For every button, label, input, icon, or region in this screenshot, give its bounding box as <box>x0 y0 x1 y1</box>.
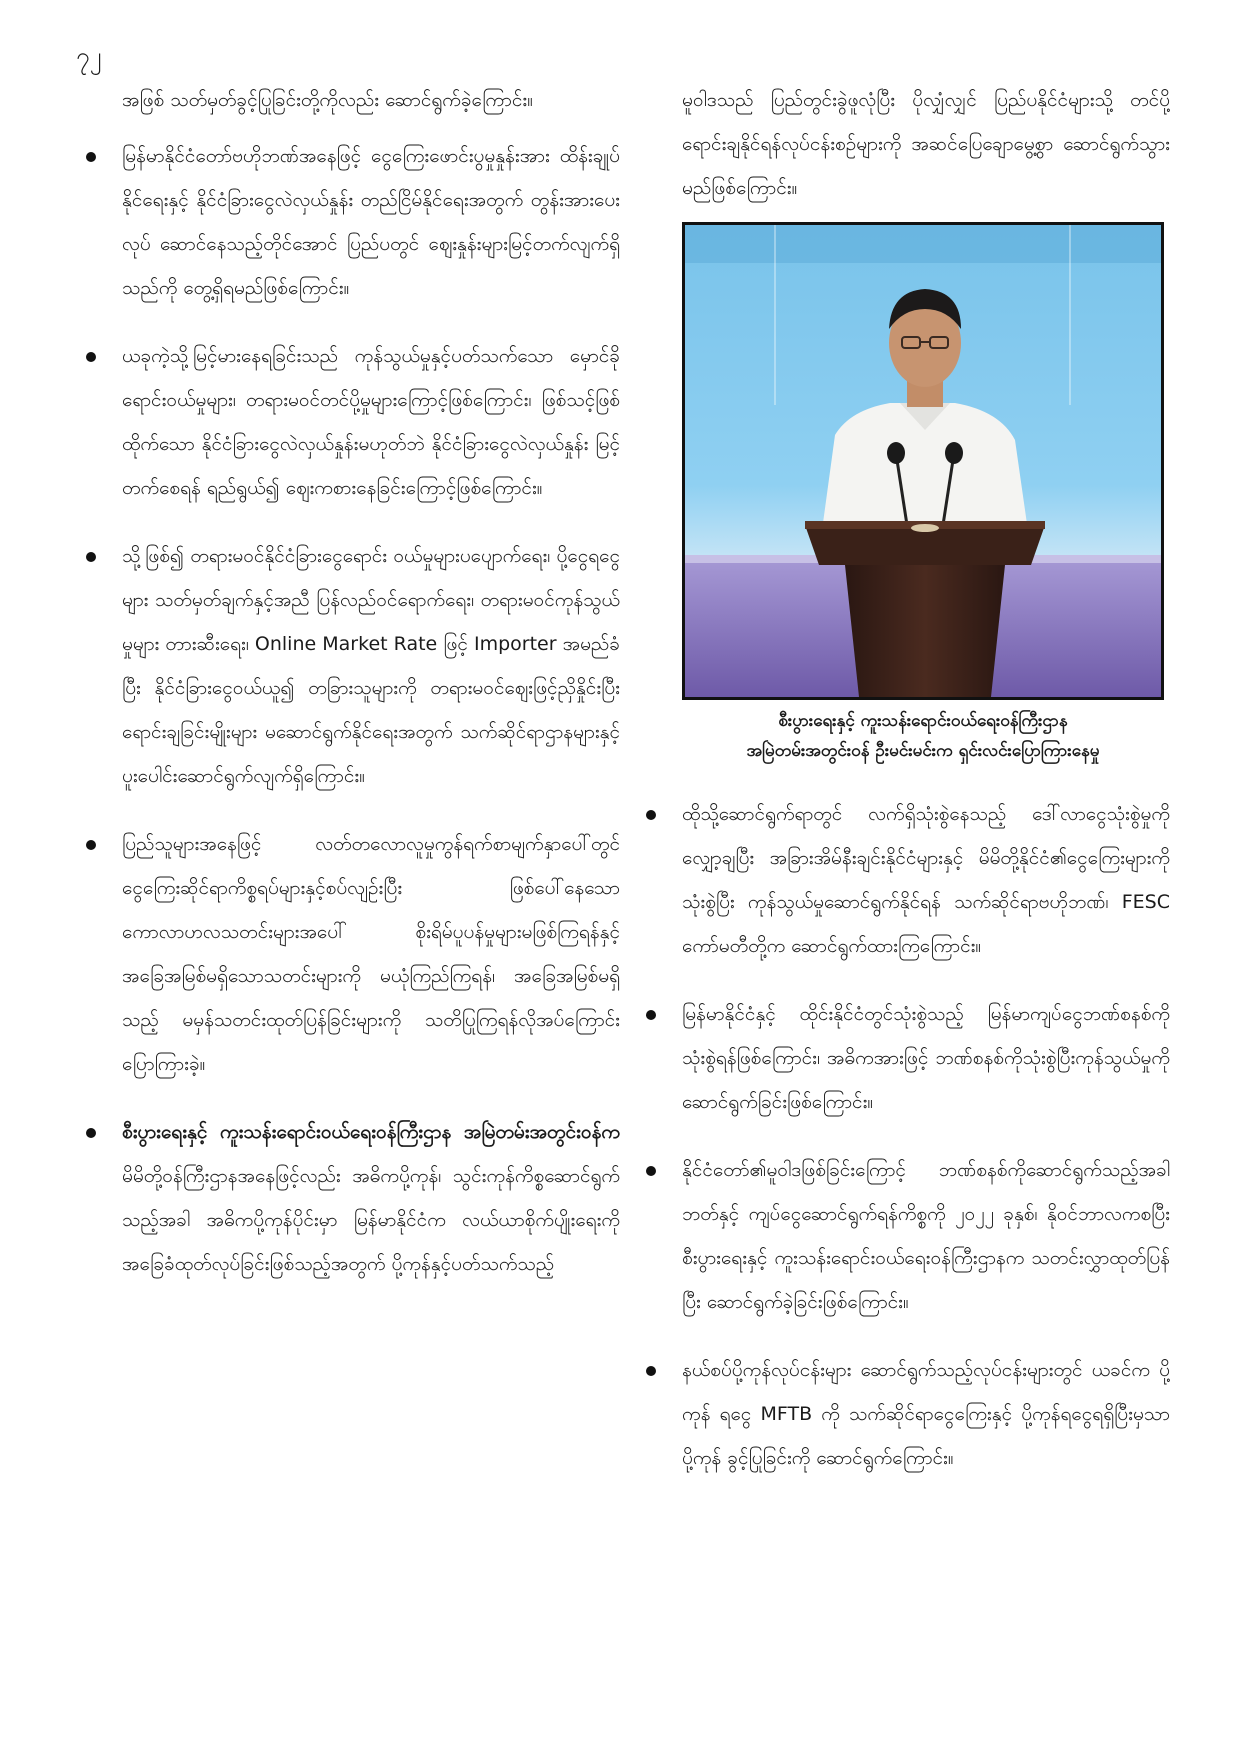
left-bullet-5-bold-lead: စီးပွားရေးနှင့် ကူးသန်းရောင်းဝယ်ရေးဝန်ကြီးဌာန အမြဲတမ်းအတွင်းဝန်က <box>122 1121 620 1143</box>
right-bullet-4: နယ်စပ်ပို့ကုန်လုပ်ငန်းများ ဆောင်ရွက်သည့်လုပ်ငန်းများတွင် ယခင်က ပို့ကုန် ရငွေ MFTB ကို သက်ဆိုင်ရာငွေကြေးနှင့် ပို့ကုန်ရငွေရရှိပြီးမှသာ ပို့ကုန် ခွင့်ပြုခြင်းကို ဆောင်ရွက်ကြောင်း။ <box>640 1348 1170 1480</box>
right-intro-paragraph: မူဝါဒသည် ပြည်တွင်းခွဲဖူလုံပြီး ပိုလျှံလျှင် ပြည်ပနိုင်ငံများသို့ တင်ပို့ရောင်းချနိုင်ရန်လုပ်ငန်းစဉ်များကို အဆင်ပြေချောမွေ့စွာ ဆောင်ရွက်သွားမည်ဖြစ်ကြောင်း။ <box>682 89 1170 199</box>
right-column <box>640 78 1170 1504</box>
left-bullet-1: မြန်မာနိုင်ငံတော်ဗဟိုဘဏ်အနေဖြင့် ငွေကြေးဖောင်းပွမှုနှုန်းအား ထိန်းချုပ်နိုင်ရေးနှင့် နိုင်ငံခြားငွေလဲလှယ်နှုန်း တည်ငြိမ်နိုင်ရေးအတွက် တွန်းအားပေးလုပ် ဆောင်နေသည့်တိုင်အောင် ပြည်ပတွင် ဈေးနှုန်းများမြင့်တက်လျက်ရှိသည်ကို တွေ့ရှိရမည်ဖြစ်ကြောင်း။ <box>80 134 620 310</box>
left-bullet-3: သို့ဖြစ်၍ တရားမဝင်နိုင်ငံခြားငွေရောင်း ဝယ်မှုများပပျောက်ရေး၊ ပို့ငွေရငွေများ သတ်မှတ်ချက်နှင့်အညီ ပြန်လည်ဝင်ရောက်ရေး၊ တရားမဝင်ကုန်သွယ်မှုများ တားဆီးရေး၊ Online Market Rate ဖြင့် Importer အမည်ခံပြီး နိုင်ငံခြားငွေဝယ်ယူ၍ တခြားသူများကို တရားမဝင်ဈေးဖြင့်ညှိနှိုင်းပြီး ရောင်းချခြင်းမျိုးများ မဆောင်ရွက်နိုင်ရေးအတွက် သက်ဆိုင်ရာဌာနများနှင့် ပူးပေါင်းဆောင်ရွက်လျက်ရှိကြောင်း။ <box>80 534 620 798</box>
news-photo <box>682 222 1164 700</box>
left-bullet-2: ယခုကဲ့သို့မြင့်မားနေရခြင်းသည် ကုန်သွယ်မှုနှင့်ပတ်သက်သော မှောင်ခိုရောင်းဝယ်မှုများ၊ တရားမဝင်တင်ပို့မှုများကြောင့်ဖြစ်ကြောင်း၊ ဖြစ်သင့်ဖြစ်ထိုက်သော နိုင်ငံခြားငွေလဲလှယ်နှုန်းမဟုတ်ဘဲ နိုင်ငံခြားငွေလဲလှယ်နှုန်း မြင့်တက်စေရန် ရည်ရွယ်၍ ဈေးကစားနေခြင်းကြောင့်ဖြစ်ကြောင်း။ <box>80 334 620 510</box>
left-bullet-5 <box>80 1110 620 1286</box>
photo-caption <box>682 706 1164 766</box>
left-bullet-5-text: မိမိတို့ဝန်ကြီးဌာနအနေဖြင့်လည်း အဓိကပို့ကုန်၊ သွင်းကုန်ကိစ္စဆောင်ရွက်သည့်အခါ အဓိကပို့ကုန်ပိုင်းမှာ မြန်မာနိုင်ငံက လယ်ယာစိုက်ပျိုးရေးကို အခြေခံထုတ်လုပ်ခြင်းဖြစ်သည့်အတွက် ပို့ကုန်နှင့်ပတ်သက်သည့် <box>122 1165 620 1275</box>
right-bullet-1: ထိုသို့ဆောင်ရွက်ရာတွင် လက်ရှိသုံးစွဲနေသည့် ဒေါ်လာငွေသုံးစွဲမှုကို လျှော့ချပြီး အခြားအိမ်နီးချင်းနိုင်ငံများနှင့် မိမိတို့နိုင်ငံ၏ငွေကြေးများကိုသုံးစွဲပြီး ကုန်သွယ်မှုဆောင်ရွက်နိုင်ရန် သက်ဆိုင်ရာဗဟိုဘဏ်၊ FESC ကော်မတီတို့က ဆောင်ရွက်ထားကြကြောင်း။ <box>640 792 1170 968</box>
left-intro-paragraph: အဖြစ် သတ်မှတ်ခွင့်ပြုခြင်းတို့ကိုလည်း ဆောင်ရွက်ခဲ့ကြောင်း။ <box>122 89 533 111</box>
page-number: ၇၂ <box>76 42 102 70</box>
left-bullet-4: ပြည်သူများအနေဖြင့် လတ်တလောလူမှုကွန်ရက်စာမျက်နှာပေါ်တွင် ငွေကြေးဆိုင်ရာကိစ္စရပ်များနှင့်စပ်လျဉ်းပြီး ဖြစ်ပေါ်နေသော ကောလာဟလသတင်းများအပေါ် စိုးရိမ်ပူပန်မှုများမဖြစ်ကြရန်နှင့် အခြေအမြစ်မရှိသောသတင်းများကို မယုံကြည်ကြရန်၊ အခြေအမြစ်မရှိသည့် မမှန်သတင်းထုတ်ပြန်ခြင်းများကို သတိပြုကြရန်လိုအပ်ကြောင်း ပြောကြားခဲ့။ <box>80 822 620 1086</box>
speaker-photo-illustration <box>685 225 1161 697</box>
right-bullet-3: နိုင်ငံတော်၏မူဝါဒဖြစ်ခြင်းကြောင့် ဘဏ်စနစ်ကိုဆောင်ရွက်သည့်အခါ ဘတ်နှင့် ကျပ်ငွေဆောင်ရွက်ရန်ကိစ္စကို ၂၀၂၂ ခုနှစ်၊ နိုဝင်ဘာလကစပြီး စီးပွားရေးနှင့် ကူးသန်းရောင်းဝယ်ရေးဝန်ကြီးဌာနက သတင်းလွှာထုတ်ပြန်ပြီး ဆောင်ရွက်ခဲ့ခြင်းဖြစ်ကြောင်း။ <box>640 1148 1170 1324</box>
right-bullet-2: မြန်မာနိုင်ငံနှင့် ထိုင်းနိုင်ငံတွင်သုံးစွဲသည့် မြန်မာကျပ်ငွေဘဏ်စနစ်ကို သုံးစွဲရန်ဖြစ်ကြောင်း၊ အဓိကအားဖြင့် ဘဏ်စနစ်ကိုသုံးစွဲပြီးကုန်သွယ်မှုကို ဆောင်ရွက်ခြင်းဖြစ်ကြောင်း။ <box>640 992 1170 1124</box>
left-column <box>80 78 620 1310</box>
caption-line-2: အမြဲတမ်းအတွင်းဝန် ဦးမင်းမင်းက ရှင်းလင်းပြောကြားနေမှု <box>746 741 1100 761</box>
caption-line-1: စီးပွားရေးနှင့် ကူးသန်းရောင်းဝယ်ရေးဝန်ကြီးဌာန <box>778 711 1068 731</box>
